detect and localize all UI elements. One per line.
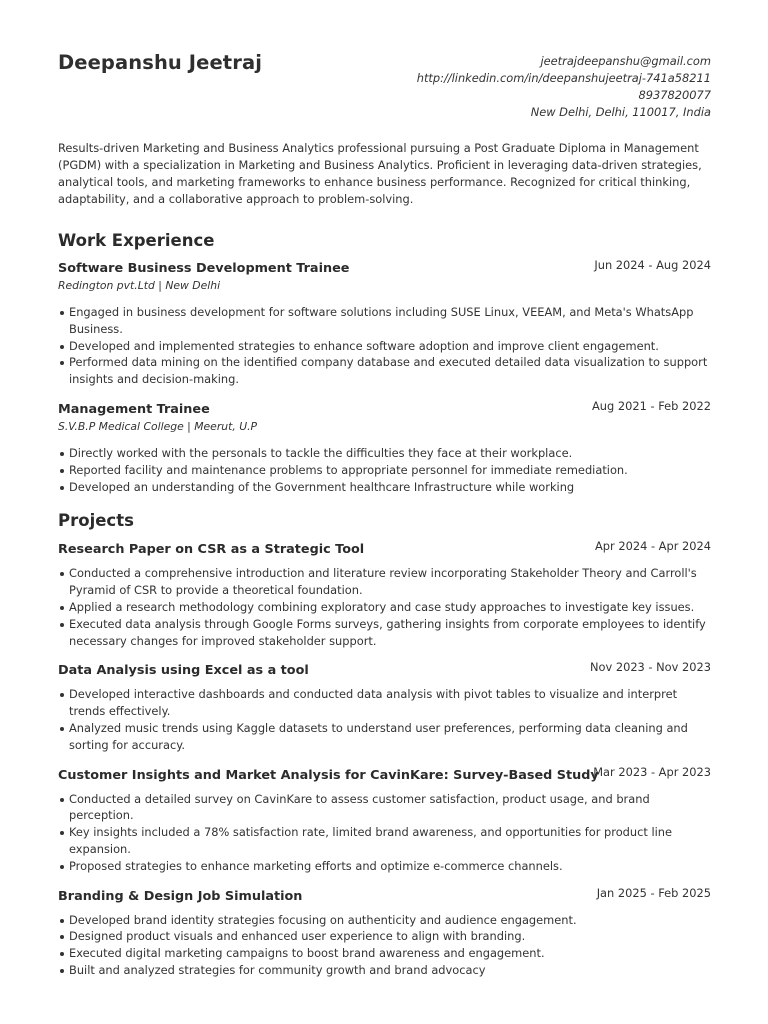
- bullet-item: Engaged in business development for software solutions including SUSE Linux, VEEAM, and Meta's WhatsApp Business.: [69, 304, 711, 338]
- work-entry: [58, 398, 711, 495]
- entry-header: [58, 660, 711, 680]
- bullet-item: Developed brand identity strategies focusing on authenticity and audience engagement.: [69, 912, 711, 929]
- bullet-item: Reported facility and maintenance problems to appropriate personnel for immediate remediation.: [69, 462, 711, 479]
- job-title: Management Trainee: [58, 401, 210, 417]
- bullet-item: Performed data mining on the identified company database and executed detailed data visualization to support insights and decision-making.: [69, 354, 711, 388]
- project-title: Research Paper on CSR as a Strategic Tool: [58, 542, 365, 558]
- entry-header: [58, 764, 711, 785]
- project-entry: [58, 660, 711, 753]
- project-entry: [58, 885, 711, 979]
- resume-page: [58, 48, 711, 979]
- entry-header: [58, 539, 711, 559]
- bullet-item: Directly worked with the personals to tackle the difficulties they face at their workplace.: [69, 445, 711, 462]
- bullet-item: Developed and implemented strategies to enhance software adoption and improve client engagement.: [69, 338, 711, 355]
- job-company: Redington pvt.Ltd | New Delhi: [58, 279, 221, 292]
- projects-section: [58, 511, 711, 978]
- project-title: Customer Insights and Market Analysis for CavinKare: Survey-Based Study: [58, 767, 599, 783]
- project-bullets: [58, 686, 711, 753]
- bullet-item: Conducted a detailed survey on CavinKare to assess customer satisfaction, product usage, and brand perception.: [69, 791, 711, 825]
- bullet-item: Conducted a comprehensive introduction and literature review incorporating Stakeholder Theory and Carroll's Pyramid of CSR to provide a theoretical foundation.: [69, 565, 711, 599]
- project-title: Data Analysis using Excel as a tool: [58, 663, 309, 679]
- bullet-item: Executed data analysis through Google Forms surveys, gathering insights from corporate employees to identify necessary changes for improved stakeholder support.: [69, 616, 711, 650]
- project-entry: [58, 764, 711, 875]
- project-date: Nov 2023 - Nov 2023: [589, 660, 711, 675]
- bullet-item: Built and analyzed strategies for community growth and brand advocacy: [69, 962, 711, 979]
- job-title: Software Business Development Trainee: [58, 261, 350, 276]
- bullet-item: Key insights included a 78% satisfaction rate, limited brand awareness, and opportunities for product line expansion.: [69, 824, 711, 858]
- bullet-item: Developed interactive dashboards and conducted data analysis with pivot tables to visualize and interpret trends effectively.: [69, 686, 711, 720]
- project-date: Jan 2025 - Feb 2025: [596, 885, 711, 900]
- professional-summary: Results-driven Marketing and Business Analytics professional pursuing a Post Graduate Diploma in Management (PGDM) with a specialization in Marketing and Business Analytics. Proficient in leveraging data-driven strategies, analytical tools, and marketing frameworks to enhance business performance. Recognized for critical thinking, adaptability, and a collaborative approach to problem-solving.: [58, 141, 702, 206]
- phone-number: 8937820077: [638, 88, 711, 102]
- bullet-item: Proposed strategies to enhance marketing efforts and optimize e-commerce channels.: [69, 858, 711, 875]
- resume-header: [58, 48, 711, 128]
- bullet-item: Analyzed music trends using Kaggle datasets to understand user preferences, performing data cleaning and sorting for accuracy.: [69, 720, 711, 754]
- work-experience-section: [58, 231, 711, 495]
- project-bullets: [58, 565, 711, 649]
- candidate-name: Deepanshu Jeetraj: [58, 51, 262, 74]
- location: New Delhi, Delhi, 110017, India: [530, 105, 711, 119]
- bullet-item: Developed an understanding of the Government healthcare Infrastructure while working: [69, 479, 711, 496]
- work-entry: [58, 258, 711, 388]
- job-company: S.V.B.P Medical College | Meerut, U.P: [58, 419, 258, 433]
- bullet-item: Executed digital marketing campaigns to boost brand awareness and engagement.: [69, 945, 711, 962]
- linkedin-link[interactable]: http://linkedin.com/in/deepanshujeetraj-741a58211: [416, 71, 711, 85]
- job-bullets: [58, 304, 711, 388]
- email-link[interactable]: jeetrajdeepanshu@gmail.com: [540, 54, 711, 68]
- entry-header: [58, 258, 711, 278]
- entry-header: [58, 885, 711, 906]
- bullet-item: Designed product visuals and enhanced user experience to align with branding.: [69, 928, 711, 945]
- job-date: Aug 2021 - Feb 2022: [592, 398, 711, 413]
- project-date: Apr 2024 - Apr 2024: [595, 539, 711, 554]
- section-title-projects: Projects: [58, 511, 134, 531]
- project-date: Mar 2023 - Apr 2023: [593, 764, 711, 779]
- contact-block: [417, 53, 711, 121]
- section-title-work: Work Experience: [58, 231, 215, 250]
- project-title: Branding & Design Job Simulation: [58, 888, 303, 904]
- project-bullets: [58, 912, 711, 979]
- project-bullets: [58, 791, 711, 875]
- job-date: Jun 2024 - Aug 2024: [594, 258, 711, 272]
- bullet-item: Applied a research methodology combining exploratory and case study approaches to investigate key issues.: [69, 599, 711, 616]
- entry-header: [58, 398, 711, 419]
- project-entry: [58, 539, 711, 649]
- job-bullets: [58, 445, 711, 495]
